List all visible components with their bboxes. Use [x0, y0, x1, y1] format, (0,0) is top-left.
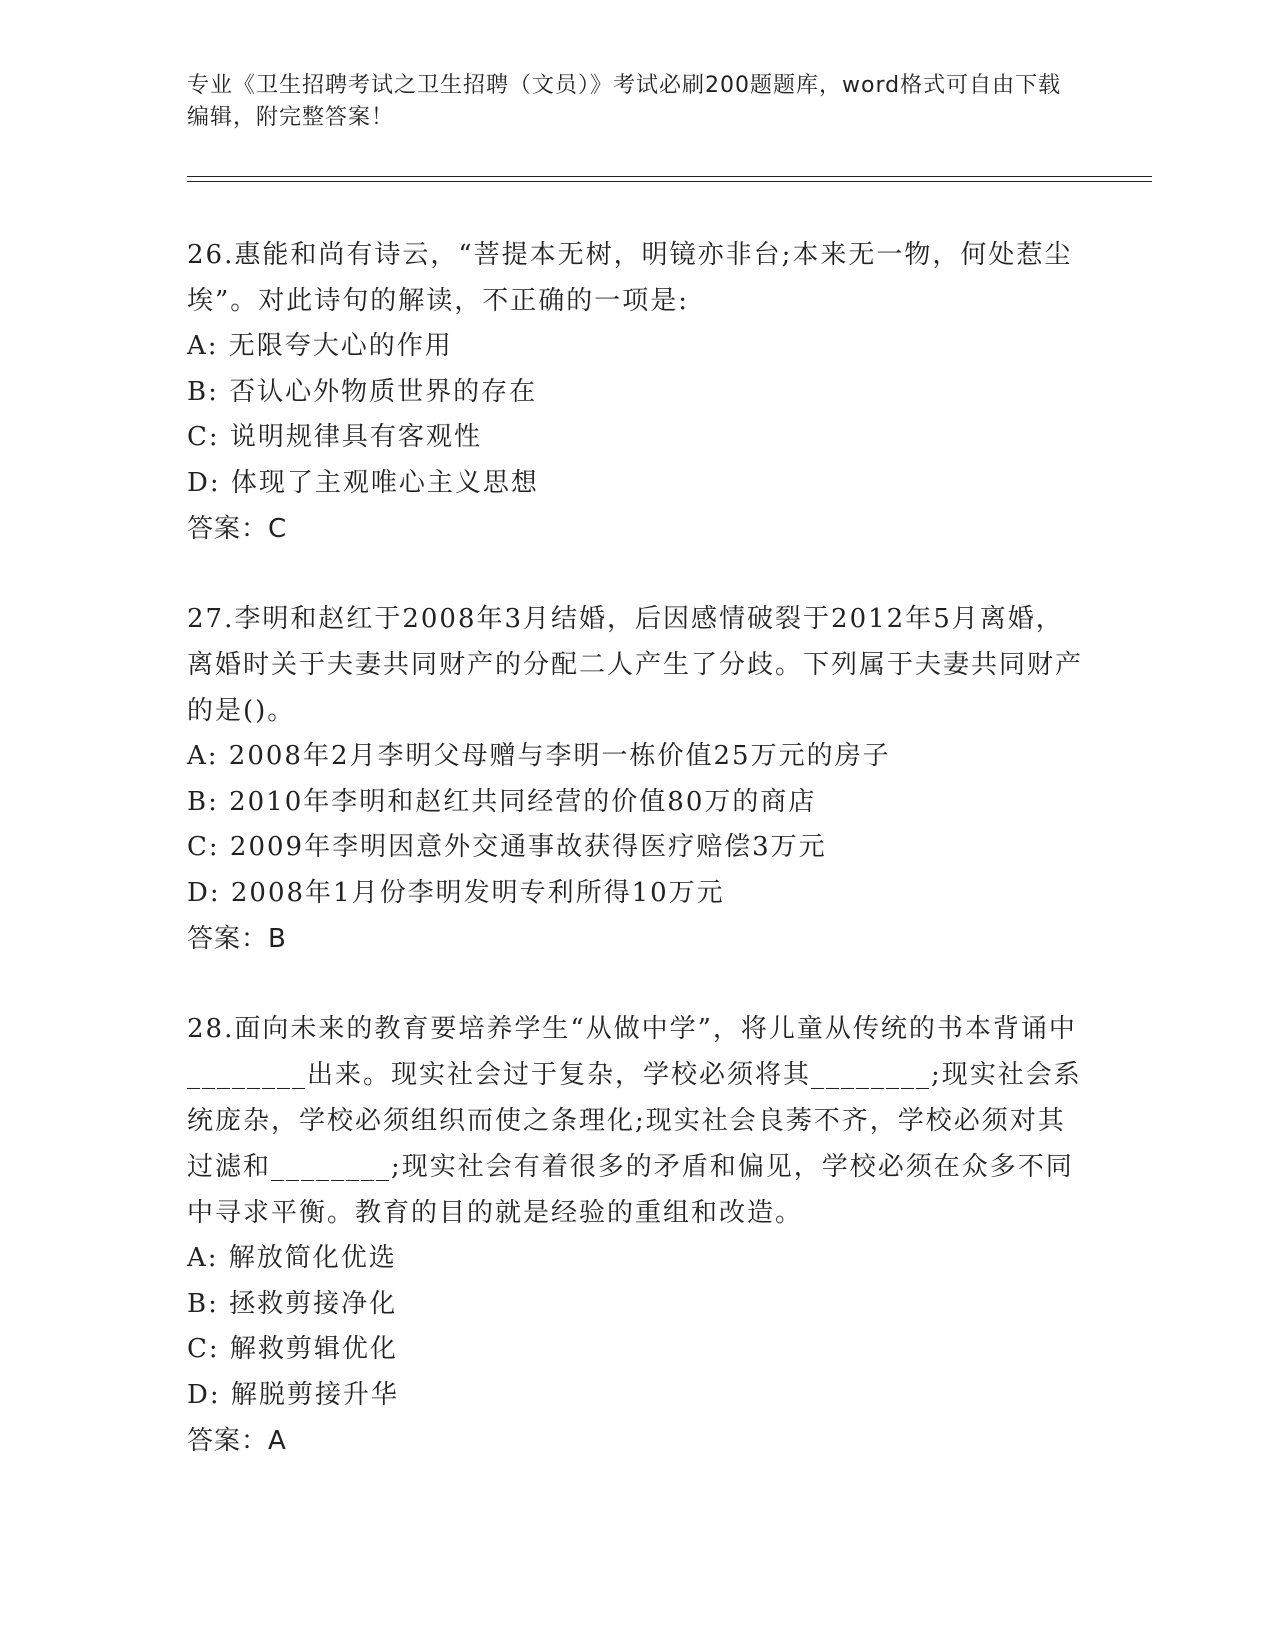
option-d: D: 2008年1月份李明发明专利所得10万元	[187, 877, 725, 908]
question-28	[187, 1006, 1087, 1464]
header-divider-top	[187, 176, 1152, 177]
option-c: C: 说明规律具有客观性	[187, 422, 482, 452]
document-header: 专业《卫生招聘考试之卫生招聘（文员）》考试必刷200题题库，word格式可自由下载编辑，附完整答案！	[187, 73, 1062, 130]
question-text: 27.李明和赵红于2008年3月结婚，后因感情破裂于2012年5月离婚，离婚时关于夫妻共同财产的分配二人产生了分歧。下列属于夫妻共同财产的是()。	[187, 604, 1084, 726]
header-divider-bottom	[187, 181, 1152, 182]
question-27	[187, 596, 1087, 962]
answer-line: 答案：B	[187, 924, 287, 954]
option-a: A: 2008年2月李明父母赠与李明一栋价值25万元的房子	[187, 741, 891, 771]
option-b: B: 否认心外物质世界的存在	[187, 376, 538, 407]
question-26	[187, 232, 1087, 552]
option-a: A: 无限夸大心的作用	[187, 331, 453, 361]
option-a: A: 解放简化优选	[187, 1243, 397, 1273]
question-text: 26.惠能和尚有诗云，“菩提本无树，明镜亦非台;本来无一物，何处惹尘埃”。对此诗句的解读，不正确的一项是:	[187, 240, 1073, 316]
option-d: D: 解脱剪接升华	[187, 1379, 399, 1410]
option-b: B: 2010年李明和赵红共同经营的价值80万的商店	[187, 786, 817, 817]
option-b: B: 拯救剪接净化	[187, 1288, 398, 1319]
question-list	[187, 232, 1087, 1508]
option-c: C: 解救剪辑优化	[187, 1334, 398, 1364]
option-d: D: 体现了主观唯心主义思想	[187, 467, 539, 498]
question-text: 28.面向未来的教育要培养学生“从做中学”，将儿童从传统的书本背诵中________出来。现实社会过于复杂，学校必须将其________;现实社会系统庞杂，学校必须组织而使之条理化;现实社会良莠不齐，学校必须对其过滤和________;现实社会有着很多的矛盾和偏见，学校必须在众多不同中寻求平衡。教育的目的就是经验的重组和改造。	[187, 1014, 1082, 1228]
answer-line: 答案：C	[187, 514, 288, 544]
option-c: C: 2009年李明因意外交通事故获得医疗赔偿3万元	[187, 832, 827, 862]
answer-line: 答案：A	[187, 1426, 287, 1456]
